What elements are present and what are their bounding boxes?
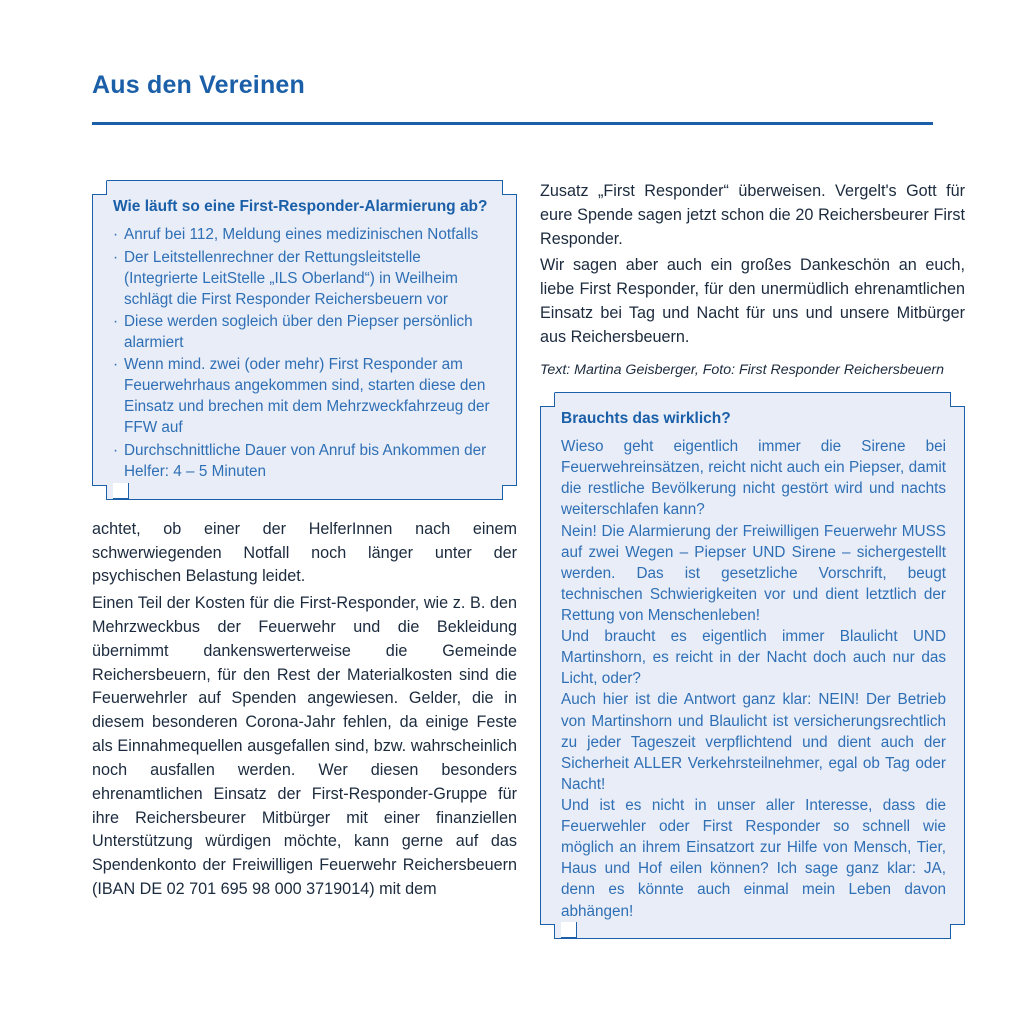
list-item-text: Anruf bei 112, Meldung eines medizinischen Notfalls [124,226,479,244]
list-bullet: · [113,312,119,330]
list-item [113,247,498,310]
left-column [92,180,517,905]
list-bullet: · [113,356,119,374]
section-header [92,72,932,100]
infobox-list [113,224,498,481]
page-title: Aus den Vereinen [92,71,305,99]
corner-notch-top-right [502,180,517,195]
infobox-paragraph: Auch hier ist die Antwort ganz klar: NEIN! Der Betrieb von Martinshorn und Blaulicht ist versicherungsrechtlich zu jeder Tageszeit verpflichtend und dient auch der Sicherheit ALLER Verkehrsteilnehmer, egal ob Tag oder Nacht! [561,691,946,793]
body-paragraph: achtet, ob einer der HelferInnen nach einem schwerwiegenden Notfall noch länger unter der psychischen Belastung leidet. [92,519,517,586]
list-item [113,311,498,353]
corner-notch-bottom-right [950,924,965,939]
body-paragraph: Einen Teil der Kosten für die First-Responder, wie z. B. den Mehrzweckbus der Feuerwehr und die Bekleidung übernimmt dankenswerterweise die Gemeinde Reichersbeuern, für den Rest der Materialkosten sind die Feuerwehrler auf Spenden angewiesen. Gelder, die in diesem besonderen Corona-Jahr fehlen, da einige Feste als Einnahmequellen ausgefallen sind, bzw. wahrscheinlich noch ausfallen werden. Wer diesen besonders ehrenamtlichen Einsatz der First-Responder-Gruppe für ihre Reichersbeurer Mitbürger mit einer finanziellen Unterstützung würdigen möchte, kann gerne auf das Spendenkonto der Freiwilligen Feuerwehr Reichersbeuern (IBAN DE 02 701 695 98 000 3719014) mit dem [92,594,517,898]
list-item [113,440,498,482]
body-paragraph: Wir sagen aber auch ein großes Dankeschön an euch, liebe First Responder, für den unermüdlich ehrenamtlichen Einsatz bei Tag und Nacht für uns und unsere Mitbürger aus Reichersbeuern. [540,256,965,346]
infobox-paragraph: Wieso geht eigentlich immer die Sirene bei Feuerwehreinsätzen, reicht nicht auch ein Piepser, damit die restliche Bevölkerung nicht gestört wird und nachts weiterschlafen kann? [561,438,946,519]
infobox-title: Wie läuft so eine First-Responder-Alarmierung ab? [113,198,488,215]
spacer [92,500,517,518]
infobox-paragraph: Und ist es nicht in unser aller Interesse, dass die Feuerwehler oder First Responder so schnell wie möglich an ihrem Einsatzort zur Hilfe von Mensch, Tier, Haus und Hof eilen können? Ich sage ganz klar: JA, denn es könnte auch einmal mein Leben davon abhängen! [561,797,946,920]
credit-line: Text: Martina Geisberger, Foto: First Responder Reichersbeuern [540,361,945,378]
corner-notch-top-left [540,392,555,407]
infobox-paragraph: Nein! Die Alarmierung der Freiwilligen Feuerwehr MUSS auf zwei Wegen – Piepser UND Sirene – sichergestellt werden. Das ist gesetzliche Vorschrift, beugt technischen Schwierigkeiten vor und dient letztlich der Rettung von Menschenleben! [561,522,946,625]
corner-notch-bottom-left [540,924,555,939]
list-bullet: · [113,226,119,244]
list-item-text: Wenn mind. zwei (oder mehr) First Responder am Feuerwehrhaus angekommen sind, starten diese den Einsatz und brechen mit dem Mehrzweckfahrzeug der FFW auf [124,356,490,437]
corner-notch-bottom-right [502,485,517,500]
list-item [113,224,498,245]
infobox-title: Brauchts das wirklich? [561,409,731,427]
corner-notch-top-right [950,392,965,407]
list-item [113,354,498,438]
list-bullet: · [113,248,119,266]
infobox-alarmierung [92,180,517,500]
spacer [540,378,965,392]
infobox-paragraph: Und braucht es eigentlich immer Blaulicht UND Martinshorn, es reicht in der Nacht doch auch nur das Licht, oder? [561,628,946,688]
body-paragraph: Zusatz „First Responder“ überweisen. Vergelt's Gott für eure Spende sagen jetzt schon die 20 Reichersbeurer First Responder. [540,182,965,248]
list-bullet: · [113,441,119,459]
corner-notch-top-left [92,180,107,195]
header-divider [92,122,933,125]
infobox-brauchts-das-wirklich [540,392,965,939]
corner-notch-bottom-left [92,485,107,500]
list-item-text: Diese werden sogleich über den Piepser persönlich alarmiert [124,312,473,351]
list-item-text: Der Leitstellenrechner der Rettungsleitstelle (Integrierte LeitStelle „ILS Oberland“) in Weilheim schlägt die First Responder Reichersbeuern vor [124,248,458,308]
right-column [540,180,965,939]
list-item-text: Durchschnittliche Dauer von Anruf bis Ankommen der Helfer: 4 – 5 Minuten [124,441,487,480]
